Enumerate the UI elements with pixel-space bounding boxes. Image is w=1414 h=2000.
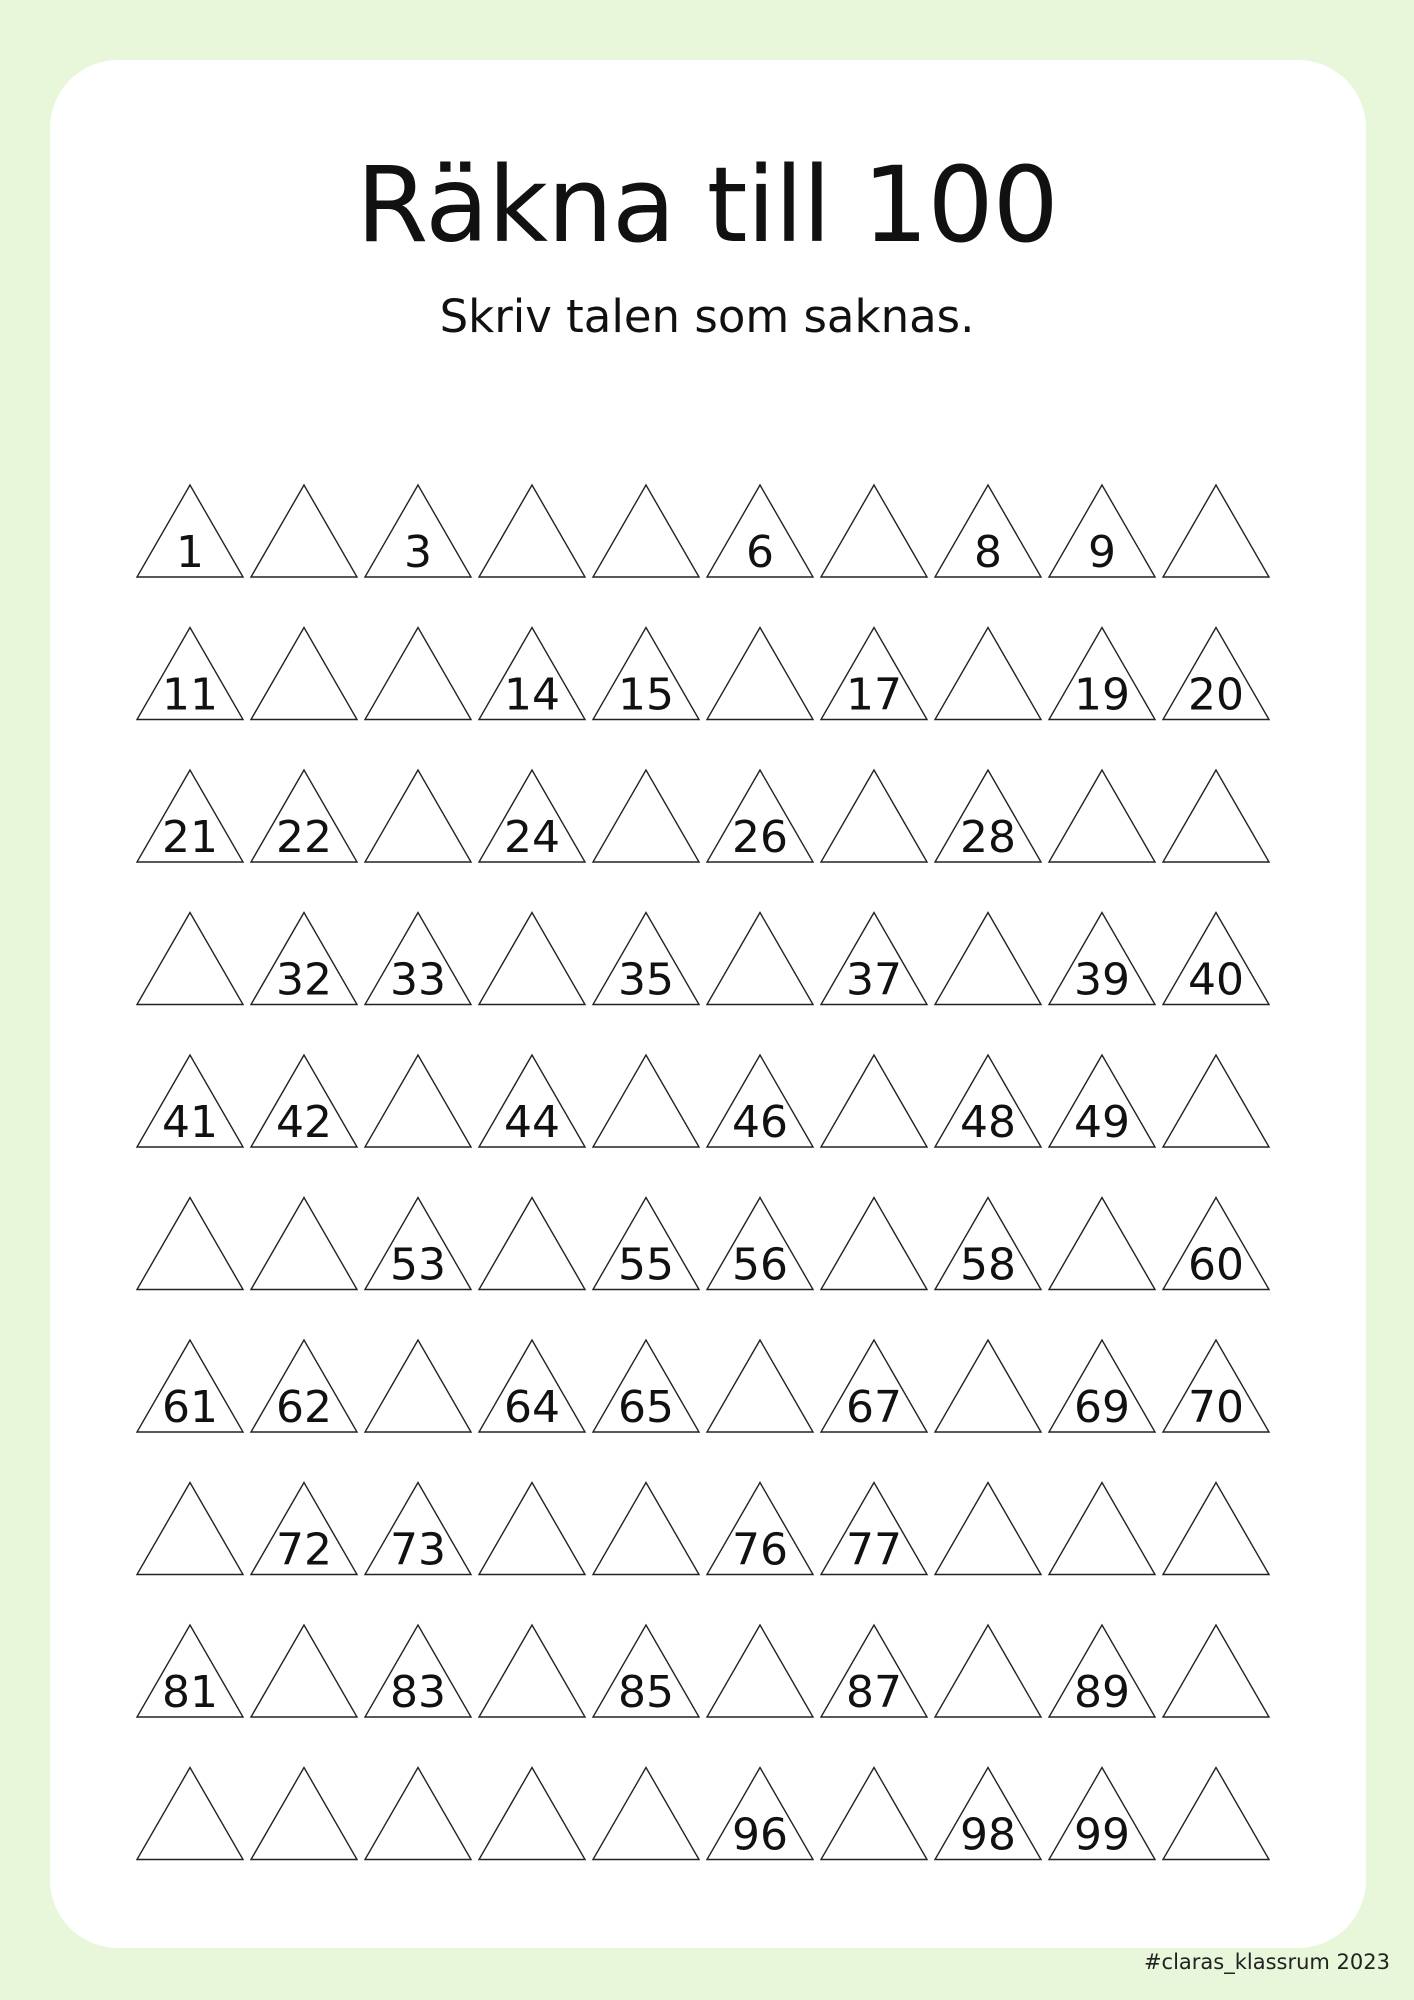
triangle-cell [1049,485,1155,578]
triangle-cell [1163,628,1269,721]
triangle-cell [479,1768,585,1860]
triangle-number: 20 [1188,669,1244,721]
triangle-number: 3 [404,527,432,578]
triangle-shape [251,1768,357,1860]
triangle-number: 48 [960,1097,1016,1148]
triangle-shape [935,913,1041,1005]
triangle-cell [479,913,585,1005]
triangle-number: 73 [390,1524,446,1576]
triangle-cell [821,628,927,721]
triangle-shape [707,913,813,1005]
triangle-shape [821,485,927,577]
triangle-shape [593,485,699,577]
triangle-number: 40 [1188,954,1244,1006]
triangle-number: 15 [618,669,674,721]
triangle-cell [707,485,813,578]
triangle-number: 83 [390,1667,446,1718]
triangle-shape [935,1625,1041,1717]
triangle-cell [251,1625,357,1717]
triangle-number: 64 [504,1382,560,1433]
triangle-shape [479,1198,585,1290]
triangle-cell [251,913,357,1006]
triangle-shape [707,1340,813,1432]
triangle-cell [251,1198,357,1290]
triangle-cell [137,913,243,1005]
triangle-shape [365,1340,471,1432]
triangle-shape [593,1768,699,1860]
triangle-number: 14 [504,669,560,721]
triangle-shape [1163,1768,1269,1860]
triangle-cell [935,1768,1041,1861]
triangle-cell [137,1198,243,1290]
triangle-cell [593,770,699,862]
page-title: Räkna till 100 [356,144,1058,266]
triangle-number: 60 [1188,1239,1244,1291]
triangle-shape [479,913,585,1005]
footer-credit: #claras_klassrum 2023 [1143,1950,1390,1974]
triangle-cell [137,1483,243,1575]
triangle-cell [479,628,585,721]
triangle-cell [1163,485,1269,577]
triangle-number: 69 [1074,1382,1130,1433]
triangle-number: 65 [618,1382,674,1433]
triangle-shape [479,485,585,577]
triangle-cell [593,913,699,1006]
triangle-cell [593,1768,699,1860]
triangle-cell [1049,1055,1155,1148]
triangle-shape [137,1198,243,1290]
triangle-number: 21 [162,812,218,863]
triangle-number: 42 [276,1097,332,1148]
triangle-cell [251,485,357,577]
triangle-cell [593,1340,699,1433]
triangle-cell [137,1055,243,1148]
triangle-shape [1049,1198,1155,1290]
triangle-number: 33 [390,954,446,1006]
triangle-number: 85 [618,1667,674,1718]
triangle-shape [251,485,357,577]
triangle-number: 72 [276,1524,332,1576]
triangle-shape [365,1055,471,1147]
triangle-cell [1163,1340,1269,1433]
triangle-shape [707,1625,813,1717]
triangle-cell [137,1768,243,1860]
triangle-cell [1049,1768,1155,1861]
triangle-number: 35 [618,954,674,1006]
triangle-cell [593,1055,699,1147]
triangle-shape [821,1198,927,1290]
triangle-number: 62 [276,1382,332,1433]
triangle-number: 37 [846,954,902,1006]
triangle-cell [479,1625,585,1717]
triangle-cell [365,485,471,578]
triangle-number: 55 [618,1239,674,1291]
triangle-number: 87 [846,1667,902,1718]
triangle-number: 8 [974,527,1002,578]
triangle-shape [935,1340,1041,1432]
triangle-number: 89 [1074,1667,1130,1718]
triangle-shape [593,770,699,862]
triangle-number: 32 [276,954,332,1006]
triangle-cell [1163,1768,1269,1860]
triangle-cell [593,1198,699,1291]
triangle-cell [479,1198,585,1290]
triangle-cell [821,770,927,862]
triangle-cell [935,1340,1041,1432]
triangle-cell [935,485,1041,578]
triangle-shape [365,1768,471,1860]
triangle-shape [821,1055,927,1147]
triangle-cell [1163,1055,1269,1147]
triangle-cell [137,1625,243,1718]
triangle-cell [251,1340,357,1433]
triangle-number: 49 [1074,1097,1130,1148]
triangle-cell [1049,628,1155,721]
triangle-cell [935,1198,1041,1291]
triangle-cell [479,1055,585,1148]
triangle-cell [365,628,471,720]
triangle-cell [707,628,813,720]
triangle-cell [1049,770,1155,862]
triangle-cell [365,913,471,1006]
triangle-cell [707,1340,813,1432]
triangle-shape [821,770,927,862]
triangle-number: 39 [1074,954,1130,1006]
triangle-shape [251,1625,357,1717]
triangle-shape [1049,1483,1155,1575]
triangle-cell [479,770,585,863]
triangle-cell [935,770,1041,863]
instruction-text: Skriv talen som saknas. [439,290,975,343]
triangle-cell [365,1340,471,1432]
triangle-cell [707,1768,813,1861]
triangle-cell [479,485,585,577]
triangle-number: 28 [960,812,1016,863]
triangle-cell [479,1483,585,1575]
triangle-number: 19 [1074,669,1130,721]
triangle-shape [1163,1483,1269,1575]
triangle-cell [707,1055,813,1148]
triangle-cell [821,1768,927,1860]
triangle-cell [821,913,927,1006]
triangle-cell [137,770,243,863]
triangle-number: 96 [732,1809,788,1861]
triangle-number: 58 [960,1239,1016,1291]
triangle-cell [821,1340,927,1433]
triangle-cell [935,1483,1041,1575]
triangle-number: 53 [390,1239,446,1291]
triangle-number: 46 [732,1097,788,1148]
triangle-cell [707,1483,813,1576]
triangle-shape [593,1483,699,1575]
triangle-cell [707,913,813,1005]
triangle-cell [1163,1483,1269,1575]
triangle-cell [1049,1483,1155,1575]
triangle-shape [251,628,357,720]
triangle-shape [935,1483,1041,1575]
triangle-shape [137,913,243,1005]
triangle-shape [821,1768,927,1860]
triangle-cell [365,1768,471,1860]
triangle-cell [1049,1625,1155,1718]
triangle-cell [365,1483,471,1576]
triangle-cell [707,1625,813,1717]
triangle-cell [365,1625,471,1718]
triangle-shape [935,628,1041,720]
triangle-cell [707,770,813,863]
triangle-cell [821,1055,927,1147]
triangle-number: 22 [276,812,332,863]
triangle-cell [1163,1625,1269,1717]
triangle-cell [479,1340,585,1433]
triangle-cell [365,1055,471,1147]
triangle-cell [1049,1340,1155,1433]
triangle-number: 17 [846,669,902,721]
triangle-cell [1163,1198,1269,1291]
triangle-shape [593,1055,699,1147]
triangle-cell [821,1625,927,1718]
triangle-cell [365,1198,471,1291]
triangle-shape [479,1768,585,1860]
triangle-number: 11 [162,669,218,721]
triangle-number: 6 [746,527,774,578]
triangle-number: 61 [162,1382,218,1433]
triangle-cell [707,1198,813,1291]
triangle-cell [365,770,471,862]
triangle-shape [251,1198,357,1290]
triangle-number: 56 [732,1239,788,1291]
triangle-number: 24 [504,812,560,863]
triangle-cell [137,1340,243,1433]
triangle-number: 98 [960,1809,1016,1861]
triangle-number: 1 [176,527,204,578]
triangle-cell [593,485,699,577]
triangle-number: 99 [1074,1809,1130,1861]
triangle-cell [821,1198,927,1290]
triangle-number: 77 [846,1524,902,1576]
triangle-number: 26 [732,812,788,863]
triangle-number: 9 [1088,527,1116,578]
triangle-cell [1049,1198,1155,1290]
triangle-shape [137,1483,243,1575]
triangle-shape [1049,770,1155,862]
triangle-cell [137,485,243,578]
triangle-cell [935,913,1041,1005]
triangle-number: 76 [732,1524,788,1576]
triangle-shape [365,628,471,720]
triangle-cell [251,628,357,720]
triangle-number: 44 [504,1097,560,1148]
triangle-shape [1163,770,1269,862]
triangle-cell [821,1483,927,1576]
triangle-shape [479,1483,585,1575]
triangle-cell [593,1483,699,1575]
triangle-shape [365,770,471,862]
triangle-cell [251,1483,357,1576]
triangle-cell [251,770,357,863]
triangle-cell [137,628,243,721]
triangle-shape [137,1768,243,1860]
triangle-cell [821,485,927,577]
triangle-cell [1163,913,1269,1006]
triangle-shape [479,1625,585,1717]
triangle-number: 81 [162,1667,218,1718]
triangle-cell [935,1055,1041,1148]
triangle-cell [1163,770,1269,862]
triangle-cell [935,1625,1041,1717]
triangle-cell [251,1055,357,1148]
triangle-shape [1163,1055,1269,1147]
triangle-shape [707,628,813,720]
triangle-shape [1163,485,1269,577]
triangle-number: 67 [846,1382,902,1433]
triangle-cell [593,628,699,721]
triangle-number: 41 [162,1097,218,1148]
triangle-shape [1163,1625,1269,1717]
triangle-cell [1049,913,1155,1006]
triangle-number: 70 [1188,1382,1244,1433]
triangle-cell [251,1768,357,1860]
triangle-cell [935,628,1041,720]
triangle-cell [593,1625,699,1718]
